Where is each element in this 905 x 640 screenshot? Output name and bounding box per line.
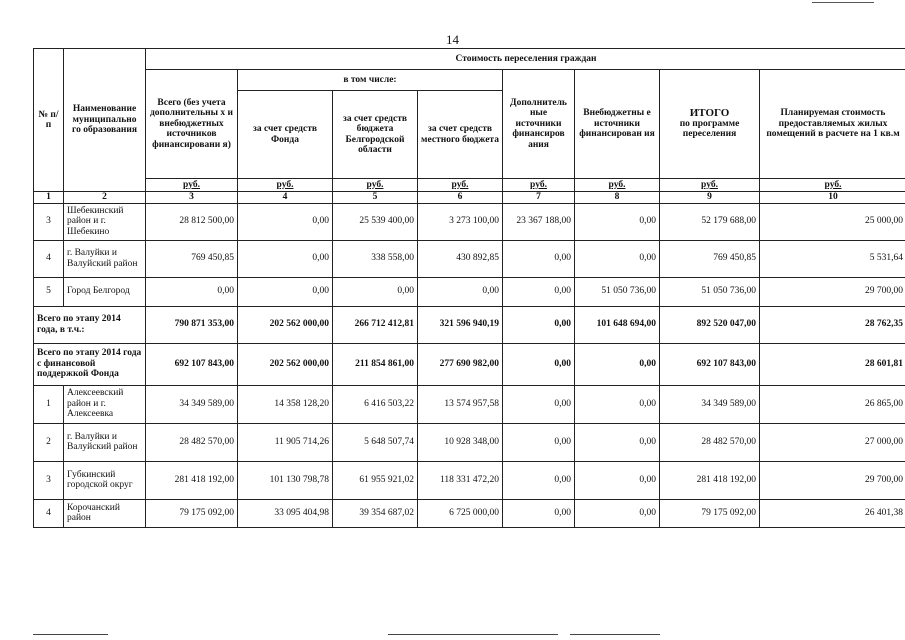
column-index: 3 [146,192,238,204]
cell-total: 769 450,85 [146,240,238,277]
header-region: за счет средств бюджета Белгородской области [333,91,418,179]
cell-offbudget: 0,00 [575,203,660,240]
cell-additional: 0,00 [503,343,575,385]
footer-rule [388,634,558,635]
page-number: 14 [446,32,459,47]
cell-additional: 0,00 [503,423,575,461]
cell-planned: 25 000,00 [760,203,905,240]
cell-region: 338 558,00 [333,240,418,277]
cell-itogo: 34 349 589,00 [660,385,760,423]
column-index: 9 [660,192,760,204]
cell-additional: 0,00 [503,306,575,343]
table-row [34,277,905,306]
cell-additional: 0,00 [503,385,575,423]
unit-cell: руб. [333,179,418,192]
header-fund: за счет средств Фонда [238,91,333,179]
cell-fund: 0,00 [238,277,333,306]
cell-fund: 101 130 798,78 [238,461,333,499]
cell-additional: 0,00 [503,461,575,499]
cell-offbudget: 0,00 [575,240,660,277]
row-number: 1 [34,385,64,423]
cell-planned: 28 601,81 [760,343,905,385]
unit-cell: руб. [418,179,503,192]
cell-offbudget: 101 648 694,00 [575,306,660,343]
header-including: в том числе: [238,70,503,91]
header-municipality: Наименование муниципально го образования [64,49,146,192]
cell-offbudget: 0,00 [575,499,660,527]
cell-fund: 202 562 000,00 [238,343,333,385]
row-number: 4 [34,240,64,277]
cell-planned: 26 401,38 [760,499,905,527]
cell-offbudget: 0,00 [575,423,660,461]
municipality-name: г. Валуйки и Валуйский район [64,423,146,461]
cell-region: 25 539 400,00 [333,203,418,240]
cell-local: 3 273 100,00 [418,203,503,240]
cell-local: 6 725 000,00 [418,499,503,527]
cell-itogo: 692 107 843,00 [660,343,760,385]
municipality-name: Губкинский городской округ [64,461,146,499]
header-local: за счет средств местного бюджета [418,91,503,179]
header-itogo-subtitle: по программе переселения [679,118,740,140]
cell-planned: 28 762,35 [760,306,905,343]
cell-planned: 27 000,00 [760,423,905,461]
cell-planned: 26 865,00 [760,385,905,423]
top-rule [812,2,874,3]
cell-total: 281 418 192,00 [146,461,238,499]
cell-total: 692 107 843,00 [146,343,238,385]
cell-planned: 5 531,64 [760,240,905,277]
cell-fund: 14 358 128,20 [238,385,333,423]
total-label: Всего по этапу 2014 года с финансовой поддержкой Фонда [34,343,146,385]
column-index: 7 [503,192,575,204]
cell-local: 321 596 940,19 [418,306,503,343]
cell-local: 430 892,85 [418,240,503,277]
column-index: 4 [238,192,333,204]
row-number: 5 [34,277,64,306]
table-row [34,385,905,423]
resettlement-cost-table [33,48,905,528]
row-number: 2 [34,423,64,461]
municipality-name: Город Белгород [64,277,146,306]
unit-cell: руб. [238,179,333,192]
header-number: № п/п [34,49,64,192]
cell-itogo: 281 418 192,00 [660,461,760,499]
cell-fund: 202 562 000,00 [238,306,333,343]
cell-local: 10 928 348,00 [418,423,503,461]
header-group: Стоимость переселения граждан [146,49,905,70]
table-row [34,461,905,499]
cell-region: 39 354 687,02 [333,499,418,527]
cell-itogo: 769 450,85 [660,240,760,277]
cell-additional: 23 367 188,00 [503,203,575,240]
table-row [34,499,905,527]
footer-rule [570,634,660,635]
column-index: 1 [34,192,64,204]
table-row [34,203,905,240]
cell-itogo: 52 179 688,00 [660,203,760,240]
cell-fund: 0,00 [238,203,333,240]
cell-local: 118 331 472,20 [418,461,503,499]
row-number: 3 [34,203,64,240]
cell-offbudget: 0,00 [575,385,660,423]
cell-itogo: 79 175 092,00 [660,499,760,527]
cell-fund: 0,00 [238,240,333,277]
municipality-name: Корочанский район [64,499,146,527]
total-label: Всего по этапу 2014 года, в т.ч.: [34,306,146,343]
cell-itogo: 28 482 570,00 [660,423,760,461]
unit-cell: руб. [575,179,660,192]
footer-rule [33,634,108,635]
unit-cell: руб. [146,179,238,192]
municipality-name: Алексеевский район и г. Алексеевка [64,385,146,423]
row-number: 3 [34,461,64,499]
cell-additional: 0,00 [503,499,575,527]
unit-cell: руб. [760,179,905,192]
cell-fund: 11 905 714,26 [238,423,333,461]
cell-total: 34 349 589,00 [146,385,238,423]
table-row [34,240,905,277]
cell-region: 211 854 861,00 [333,343,418,385]
cell-local: 0,00 [418,277,503,306]
cell-region: 0,00 [333,277,418,306]
cell-planned: 29 700,00 [760,461,905,499]
column-index: 2 [64,192,146,204]
cell-region: 6 416 503,22 [333,385,418,423]
cell-total: 790 871 353,00 [146,306,238,343]
cell-itogo: 892 520 047,00 [660,306,760,343]
header-itogo [660,70,760,179]
header-total: Всего (без учета дополнительны х и внебюджетных источников финансировани я) [146,70,238,179]
cell-additional: 0,00 [503,277,575,306]
header-offbudget: Внебюджетны е источники финансирован ия [575,70,660,179]
cell-local: 277 690 982,00 [418,343,503,385]
cell-fund: 33 095 404,98 [238,499,333,527]
row-number: 4 [34,499,64,527]
header-itogo-title: ИТОГО [689,107,730,120]
cell-total: 79 175 092,00 [146,499,238,527]
cell-region: 266 712 412,81 [333,306,418,343]
header-planned: Планируемая стоимость предоставляемых жилых помещений в расчете на 1 кв.м [760,70,905,179]
cell-region: 5 648 507,74 [333,423,418,461]
cell-total: 28 812 500,00 [146,203,238,240]
cell-offbudget: 51 050 736,00 [575,277,660,306]
column-index: 10 [760,192,905,204]
cell-additional: 0,00 [503,240,575,277]
cell-total: 28 482 570,00 [146,423,238,461]
cell-planned: 29 700,00 [760,277,905,306]
total-row [34,343,905,385]
column-index: 5 [333,192,418,204]
cell-offbudget: 0,00 [575,343,660,385]
municipality-name: г. Валуйки и Валуйский район [64,240,146,277]
column-index: 6 [418,192,503,204]
cell-offbudget: 0,00 [575,461,660,499]
total-row [34,306,905,343]
municipality-name: Шебекинский район и г. Шебекино [64,203,146,240]
cell-local: 13 574 957,58 [418,385,503,423]
header-additional: Дополнитель ные источники финансиров ания [503,70,575,179]
cell-total: 0,00 [146,277,238,306]
unit-cell: руб. [503,179,575,192]
cell-region: 61 955 921,02 [333,461,418,499]
column-index: 8 [575,192,660,204]
unit-cell: руб. [660,179,760,192]
table-row [34,423,905,461]
cell-itogo: 51 050 736,00 [660,277,760,306]
